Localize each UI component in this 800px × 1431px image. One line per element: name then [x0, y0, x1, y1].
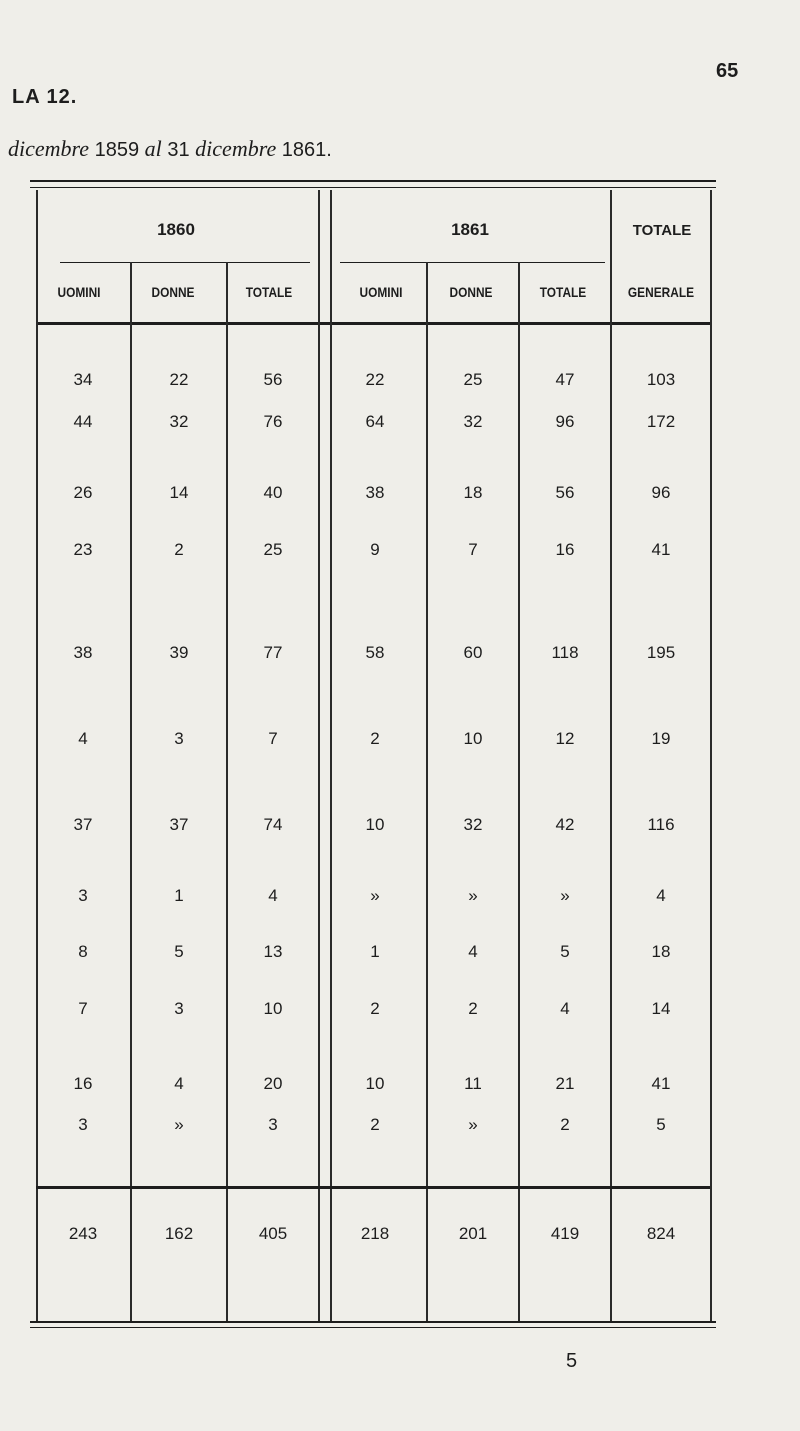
subtitle-word: dicembre — [195, 136, 277, 161]
table-cell: 32 — [463, 815, 483, 834]
table-cell: 96 — [651, 483, 671, 502]
table-cell: 3 — [268, 1115, 278, 1134]
table-cell: 37 — [73, 815, 93, 834]
table-cell: 18 — [463, 483, 483, 502]
group-brace — [60, 262, 310, 263]
table-cell: 41 — [651, 540, 671, 559]
table-cell: 9 — [370, 540, 380, 559]
column-divider — [318, 190, 320, 1322]
table-cell: 26 — [73, 483, 93, 502]
top-rule — [30, 187, 716, 188]
total-cell: 405 — [258, 1224, 288, 1243]
table-cell: 20 — [263, 1074, 283, 1093]
table-cell: » — [174, 1115, 184, 1134]
table-cell: 34 — [73, 370, 93, 389]
table-cell: 4 — [174, 1074, 184, 1093]
table-cell: 2 — [370, 1115, 380, 1134]
subtitle-day: 31 — [167, 139, 190, 161]
table-cell: 1 — [370, 942, 380, 961]
table-cell: 116 — [647, 815, 675, 834]
table-cell: 38 — [365, 483, 385, 502]
table-cell: 2 — [174, 540, 184, 559]
table-cell: 4 — [468, 942, 478, 961]
page-heading: LA 12. — [12, 86, 78, 108]
table-cell: 4 — [560, 999, 570, 1018]
table-cell: 60 — [463, 643, 483, 662]
date-range-subtitle — [8, 136, 332, 162]
table-cell: 13 — [263, 942, 283, 961]
column-divider — [710, 190, 712, 1322]
column-divider — [36, 190, 38, 1322]
table-cell: 2 — [370, 729, 380, 748]
table-cell: 11 — [464, 1074, 482, 1093]
table-cell: 74 — [263, 815, 283, 834]
table-cell: 4 — [268, 886, 278, 905]
table-cell: 39 — [169, 643, 189, 662]
table-cell: 14 — [169, 483, 189, 502]
column-divider — [330, 190, 332, 1322]
table-cell: 64 — [365, 412, 385, 431]
table-cell: 22 — [365, 370, 385, 389]
subtitle-year: 1861. — [281, 139, 332, 161]
table-cell: 5 — [174, 942, 184, 961]
table-cell: 4 — [78, 729, 88, 748]
table-cell: 2 — [468, 999, 478, 1018]
table-cell: 23 — [73, 540, 93, 559]
group-header-1860: 1860 — [157, 220, 195, 239]
table-cell: 10 — [365, 815, 385, 834]
table-cell: 10 — [463, 729, 483, 748]
bottom-rule — [30, 1321, 716, 1323]
table-cell: 8 — [78, 942, 88, 961]
table-cell: 77 — [263, 643, 283, 662]
table-cell: 40 — [263, 483, 283, 502]
table-cell: 3 — [78, 1115, 88, 1134]
group-header-totale: TOTALE — [632, 222, 692, 239]
table-cell: 37 — [169, 815, 189, 834]
table-cell: » — [468, 886, 478, 905]
table-cell: 22 — [169, 370, 189, 389]
column-divider — [130, 262, 132, 1322]
table-cell: 3 — [174, 729, 184, 748]
column-header-totale: TOTALE — [245, 284, 293, 300]
table-cell: 3 — [78, 886, 88, 905]
table-cell: 32 — [169, 412, 189, 431]
table-cell: 76 — [263, 412, 283, 431]
subtitle-year: 1859 — [94, 139, 140, 161]
table-cell: 7 — [468, 540, 478, 559]
table-cell: 1 — [174, 886, 184, 905]
table-cell: 5 — [656, 1115, 666, 1134]
table-cell: 12 — [555, 729, 575, 748]
subtitle-word: dicembre — [8, 136, 90, 161]
table-cell: 42 — [555, 815, 575, 834]
table-cell: 10 — [365, 1074, 385, 1093]
group-brace — [340, 262, 605, 263]
group-header-1861: 1861 — [451, 220, 489, 239]
table-cell: 47 — [555, 370, 575, 389]
column-header-uomini: UOMINI — [359, 284, 403, 300]
total-cell: 419 — [550, 1224, 580, 1243]
table-cell: 5 — [560, 942, 570, 961]
column-header-totale: TOTALE — [539, 284, 587, 300]
total-cell: 218 — [360, 1224, 390, 1243]
table-cell: 58 — [365, 643, 385, 662]
column-divider — [610, 190, 612, 1322]
table-cell: 103 — [646, 370, 676, 389]
table-cell: 118 — [551, 643, 579, 662]
table-cell: 7 — [78, 999, 88, 1018]
bottom-rule — [30, 1327, 716, 1328]
table-cell: 16 — [73, 1074, 93, 1093]
table-cell: 4 — [656, 886, 666, 905]
top-rule — [30, 180, 716, 182]
total-cell: 243 — [68, 1224, 98, 1243]
table-cell: 18 — [651, 942, 671, 961]
footer-number: 5 — [566, 1350, 578, 1372]
total-cell: 824 — [646, 1224, 676, 1243]
totals-rule — [36, 1186, 710, 1189]
table-cell: 16 — [555, 540, 575, 559]
table-cell: 14 — [651, 999, 671, 1018]
column-header-donne: DONNE — [151, 284, 195, 300]
table-cell: 38 — [73, 643, 93, 662]
page-number: 65 — [716, 60, 739, 82]
table-cell: 19 — [651, 729, 671, 748]
table-cell: 21 — [555, 1074, 575, 1093]
table-cell: 25 — [263, 540, 283, 559]
column-header-donne: DONNE — [449, 284, 493, 300]
table-cell: 56 — [263, 370, 283, 389]
table-cell: 3 — [174, 999, 184, 1018]
table-cell: 172 — [646, 412, 676, 431]
table-cell: 41 — [651, 1074, 671, 1093]
table-cell: 10 — [263, 999, 283, 1018]
table-cell: » — [560, 886, 570, 905]
table-cell: 56 — [555, 483, 575, 502]
table-cell: » — [468, 1115, 478, 1134]
table-cell: 96 — [555, 412, 575, 431]
total-cell: 201 — [458, 1224, 488, 1243]
table-cell: 2 — [560, 1115, 570, 1134]
table-cell: » — [370, 886, 380, 905]
table-cell: 25 — [463, 370, 483, 389]
table-cell: 2 — [370, 999, 380, 1018]
header-rule — [36, 322, 710, 325]
table-cell: 32 — [463, 412, 483, 431]
total-cell: 162 — [164, 1224, 194, 1243]
table-cell: 7 — [268, 729, 278, 748]
column-header-generale: GENERALE — [627, 284, 695, 300]
column-header-uomini: UOMINI — [57, 284, 101, 300]
table-cell: 195 — [646, 643, 676, 662]
table-cell: 44 — [73, 412, 93, 431]
subtitle-word: al — [144, 136, 162, 161]
